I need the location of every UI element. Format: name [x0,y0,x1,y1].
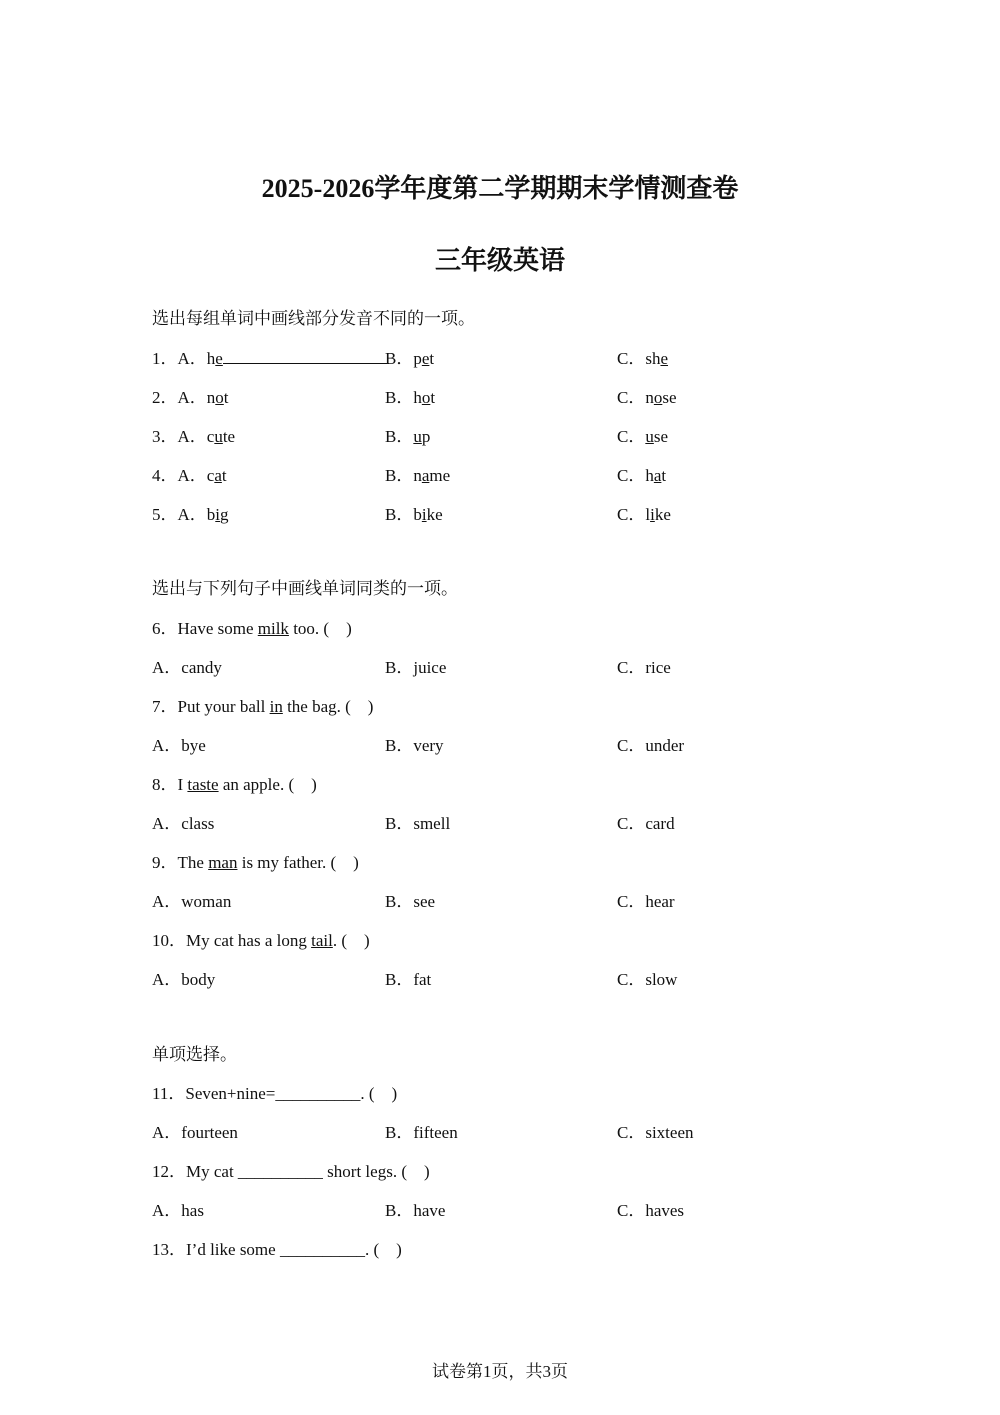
option-c: C．card [617,814,675,833]
option-b: B．up [385,427,431,446]
option-c: C．slow [617,970,678,989]
option-b: B．name [385,466,451,485]
option-a: A．has [152,1201,204,1220]
option-b: B．pet [385,349,435,368]
option-c: C．under [617,736,685,755]
option-c: C．nose [617,388,677,407]
question-2: 2．A．not [152,388,229,407]
option-c: C．sixteen [617,1123,694,1142]
answer-blank [223,349,389,364]
option-c: C．rice [617,658,671,677]
option-a: A．body [152,970,216,989]
page-title: 2025-2026学年度第二学期期末学情测查卷 [261,174,739,203]
question-11: 11．Seven+nine=__________. ( ) [152,1084,398,1103]
question-1: 1．A．he [152,344,389,369]
question-9: 9．The man is my father. ( ) [152,853,359,872]
option-c: C．she [617,349,669,368]
option-b: B．fifteen [385,1123,458,1142]
option-c: C．haves [617,1201,685,1220]
option-a: A．woman [152,892,232,911]
option-c: C．use [617,427,669,446]
page-footer: 试卷第1页，共3页 [432,1362,568,1381]
option-b: B．hot [385,388,436,407]
option-c: C．like [617,505,671,524]
question-10: 10．My cat has a long tail. ( ) [152,931,370,950]
option-b: B．juice [385,658,447,677]
question-8: 8．I taste an apple. ( ) [152,775,317,794]
section-heading-category: 选出与下列句子中画线单词同类的一项。 [152,579,458,598]
question-5: 5．A．big [152,505,229,524]
option-b: B．fat [385,970,432,989]
option-b: B．see [385,892,436,911]
question-13: 13．I’d like some __________. ( ) [152,1240,402,1259]
option-a: A．class [152,814,215,833]
option-a: A．fourteen [152,1123,238,1142]
section-heading-phonics: 选出每组单词中画线部分发音不同的一项。 [152,309,475,328]
option-a: A．bye [152,736,206,755]
question-7: 7．Put your ball in the bag. ( ) [152,697,374,716]
option-c: C．hear [617,892,675,911]
option-b: B．have [385,1201,446,1220]
option-b: B．bike [385,505,443,524]
section-heading-choice: 单项选择。 [152,1045,237,1064]
option-b: B．smell [385,814,451,833]
option-a: A．candy [152,658,222,677]
option-c: C．hat [617,466,667,485]
question-12: 12．My cat __________ short legs. ( ) [152,1162,430,1181]
question-4: 4．A．cat [152,466,227,485]
question-3: 3．A．cute [152,427,236,446]
option-b: B．very [385,736,444,755]
question-6: 6．Have some milk too. ( ) [152,619,352,638]
page-subtitle: 三年级英语 [434,246,565,275]
